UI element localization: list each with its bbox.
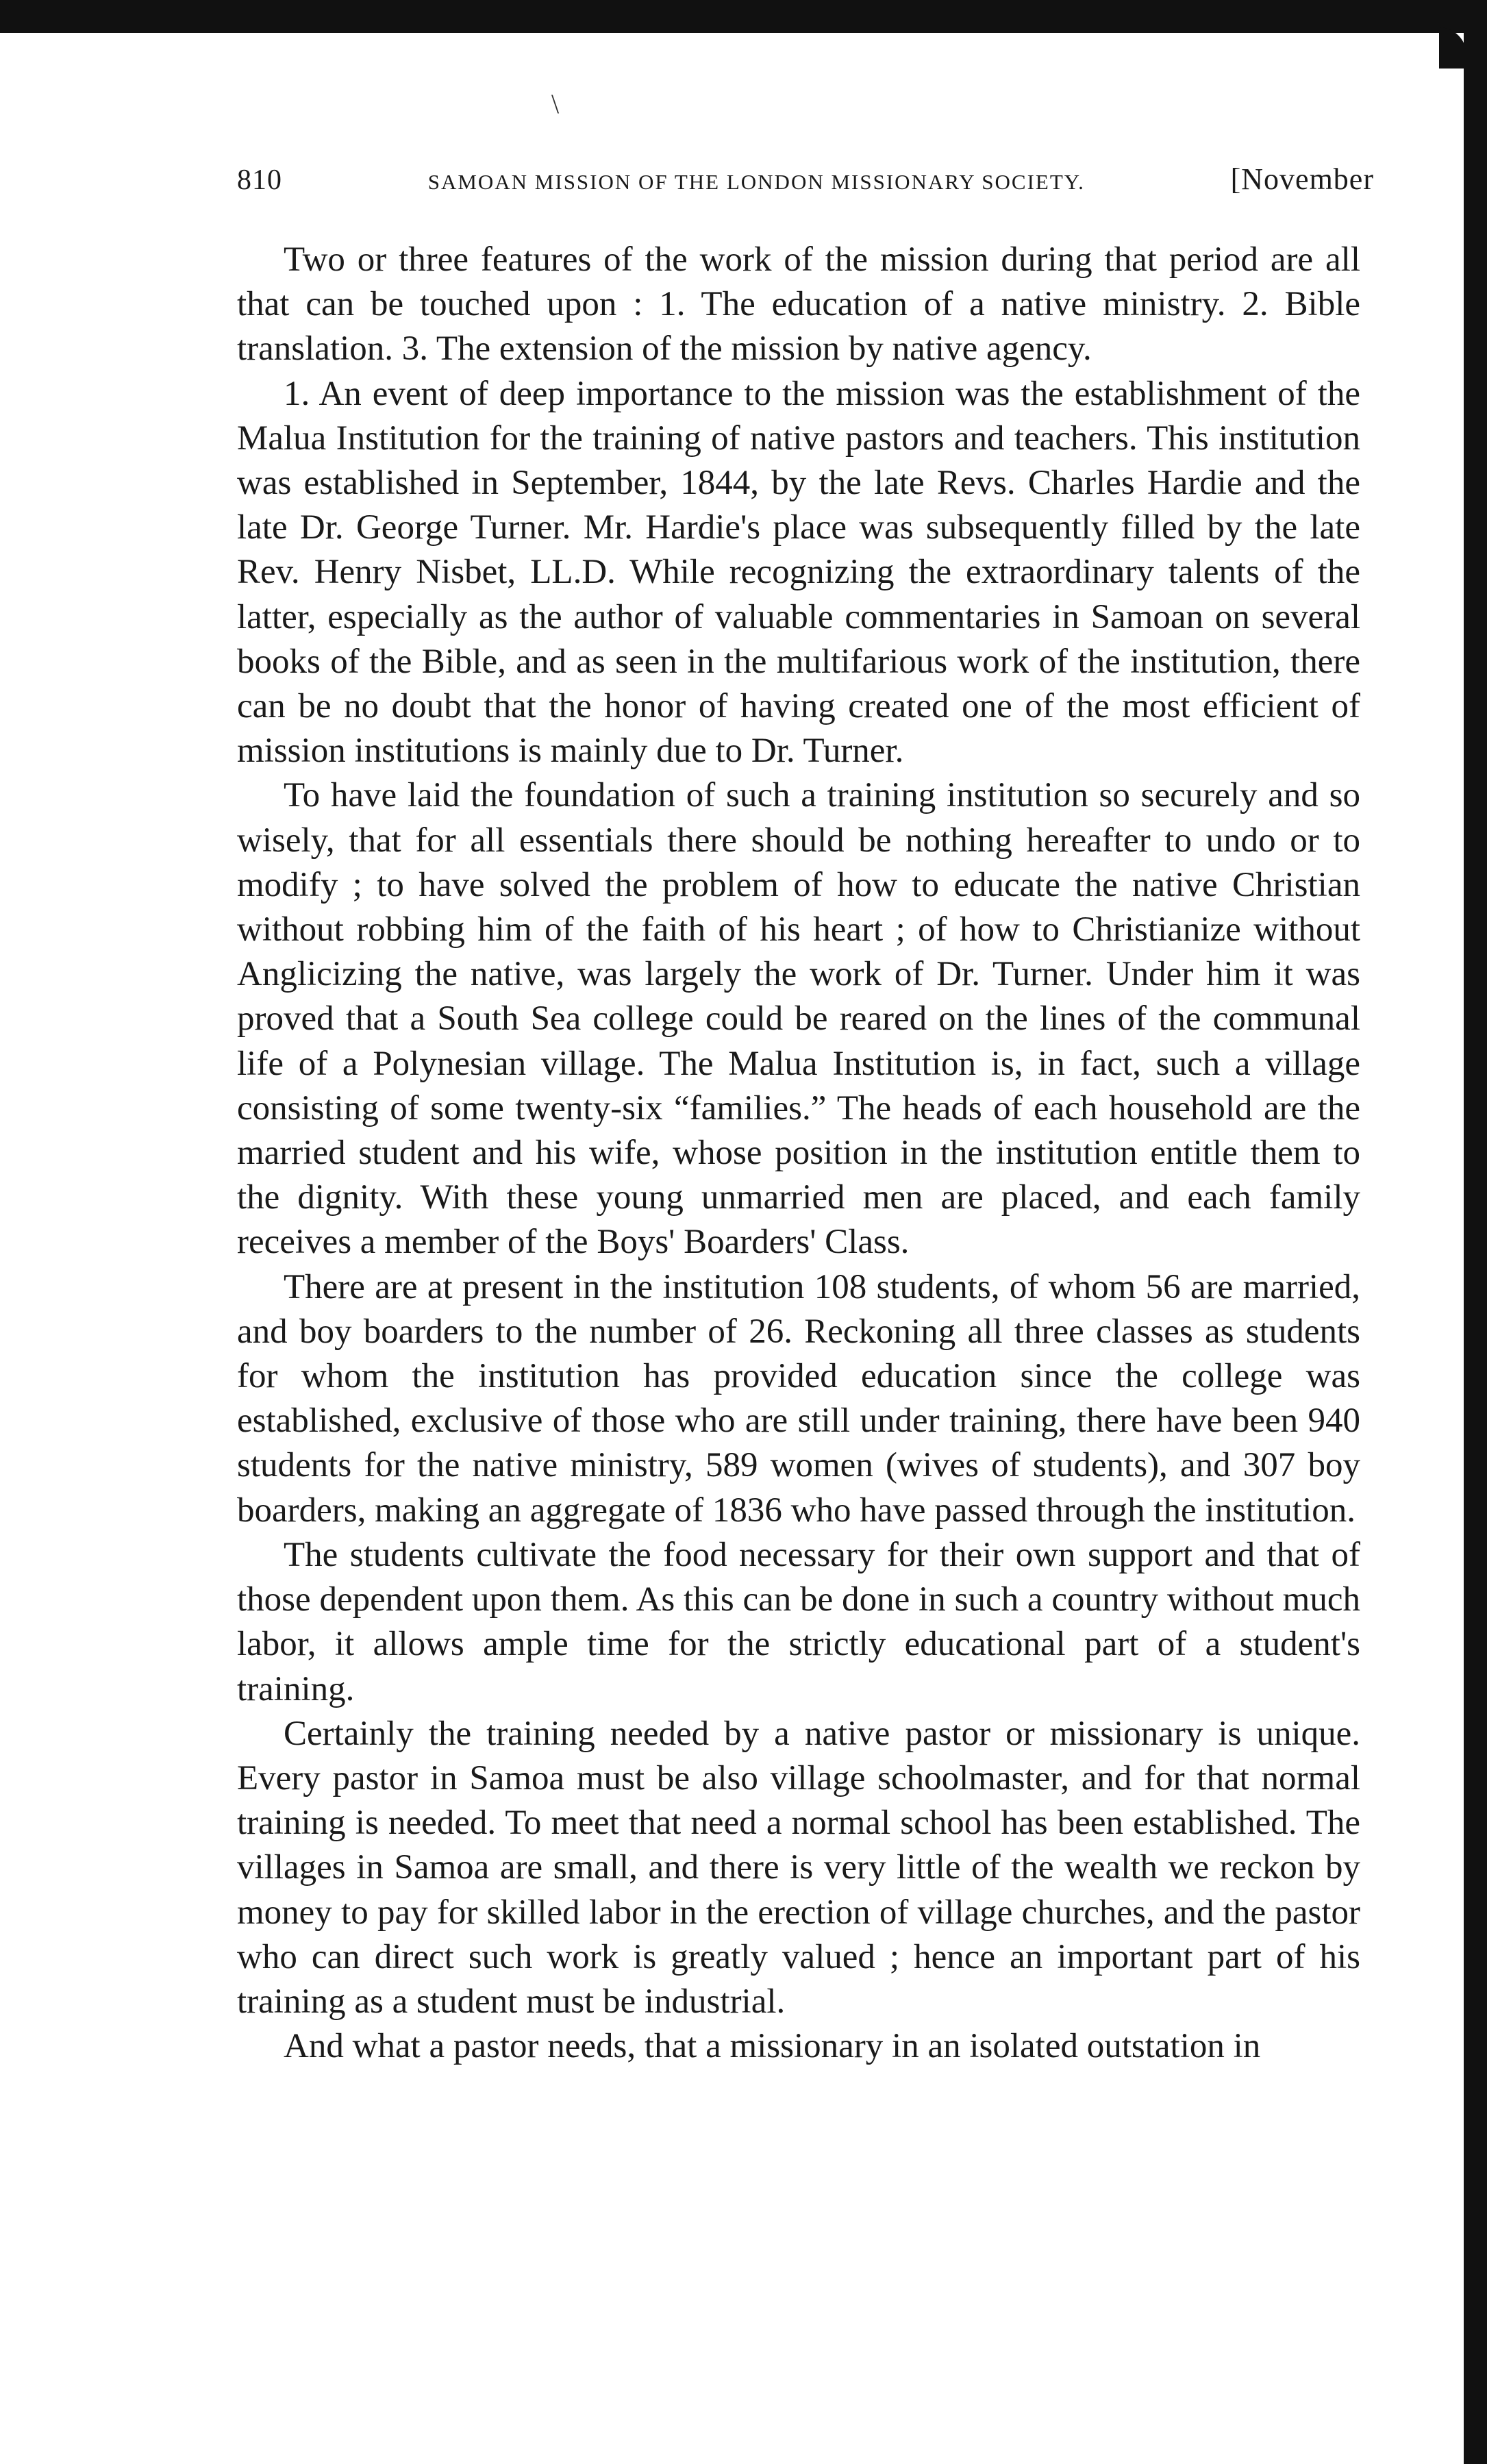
running-header xyxy=(237,162,1374,197)
paragraph-malua-institution: 1. An event of deep importance to the mission was the establishment of the Malua Institution for the training of native pastors and teachers. This institution was established in September, 1844, by the late Revs. Charles Hardie and the late Dr. George Turner. Mr. Hardie's place was subsequently filled by the late Rev. Henry Nisbet, LL.D. While recognizing the extraordinary talents of the latter, especially as the author of valuable commentaries in Samoan on several books of the Bible, and as seen in the multifarious work of the institution, there can be no doubt that the honor of having created one of the most efficient of mission institutions is mainly due to Dr. Turner. xyxy=(237,374,1360,771)
paragraph-features: Two or three features of the work of the mission during that period are all that can be touched upon : 1. The education of a native ministry. 2. Bible translation. 3. The extension of the mission by native agency. xyxy=(237,240,1360,369)
running-month: [November xyxy=(1230,162,1374,196)
scan-speck: \ xyxy=(551,88,560,119)
paragraph-pastor-needs: And what a pastor needs, that a missionary in an isolated outstation in xyxy=(284,2027,1261,2066)
paragraph-training: Certainly the training needed by a native pastor or missionary is unique. Every pastor in Samoa must be also village schoolmaster, and for that normal training is needed. To meet that need a normal school has been established. The villages in Samoa are small, and there is very little of the wealth we reckon by money to pay for skilled labor in the erection of village churches, and the pastor who can direct such work is greatly valued ; hence an important part of his training as a student must be industrial. xyxy=(237,1714,1360,2021)
page-right-border xyxy=(1464,0,1487,2464)
paragraph-students: There are at present in the institution 108 students, of whom 56 are married, and boy boarders to the number of 26. Reckoning all three classes as students for whom the institution has provided education since the college was established, exclusive of those who are still under training, there have been 940 students for the native ministry, 589 women (wives of students), and 307 boy boarders, making an aggregate of 1836 who have passed through the institution. xyxy=(237,1267,1360,1530)
running-title: SAMOAN MISSION OF THE LONDON MISSIONARY SOCIETY. xyxy=(427,170,1085,194)
paragraph-foundation: To have laid the foundation of such a training institution so securely and so wisely, that for all essentials there should be nothing hereafter to undo or to modify ; to have solved the problem of how to educate the native Christian without robbing him of the faith of his heart ; of how to Christianize without Anglicizing the native, was largely the work of Dr. Turner. Under him it was proved that a South Sea college could be reared on the lines of the communal life of a Polynesian village. The Malua Institution is, in fact, such a village consisting of some twenty-six “families.” The heads of each household are the married student and his wife, whose position in the institution entitle them to the dignity. With these young unmarried men are placed, and each family receives a member of the Boys' Boarders' Class. xyxy=(237,776,1360,1262)
page-top-border xyxy=(0,0,1487,33)
page-content xyxy=(237,162,1374,2069)
paragraph-food: The students cultivate the food necessary for their own support and that of those dependent upon them. As this can be done in such a country without much labor, it allows ample time for the strictly educational part of a student's training. xyxy=(237,1535,1360,1708)
page-corner-curl xyxy=(1439,27,1466,69)
body-text xyxy=(237,238,1360,2069)
page-number: 810 xyxy=(237,164,282,196)
